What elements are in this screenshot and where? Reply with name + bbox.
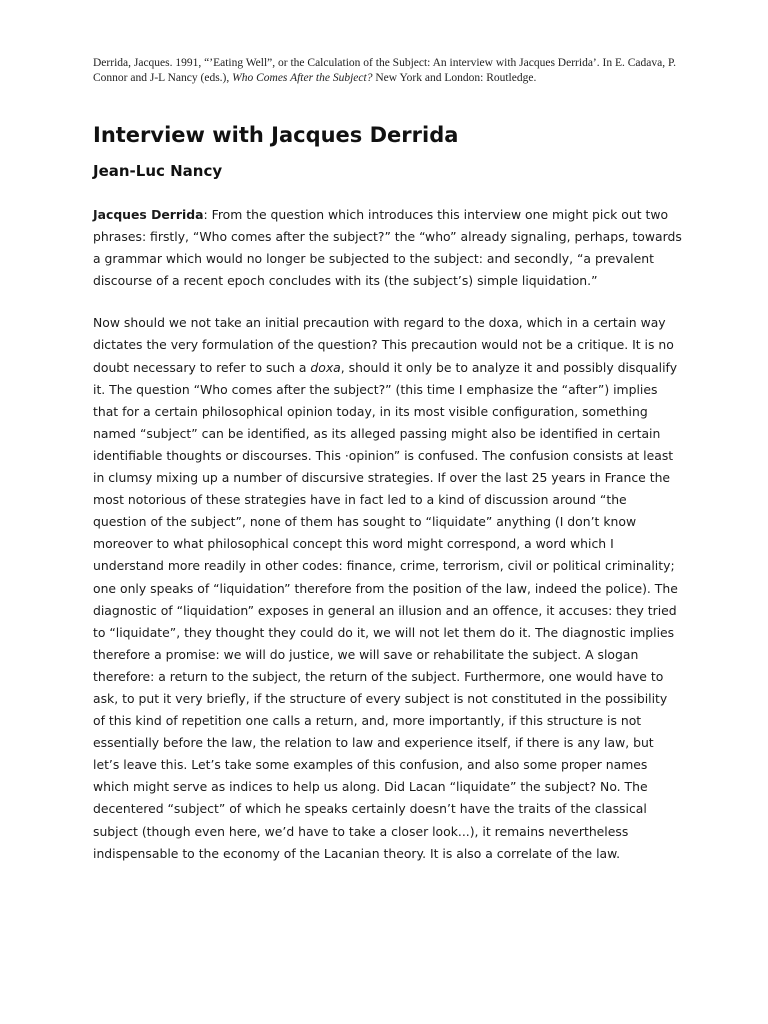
citation-publisher: New York and London: Routledge. (372, 71, 537, 84)
citation-text: Derrida, Jacques. 1991, “’Eating Well”, or the Calculation of the Subject: An interview with Jacques Derrida’. In E. Cadava, P. Connor and J-L Nancy (eds.), (93, 57, 676, 84)
citation-book-title: Who Comes After the Subject? (232, 71, 373, 84)
paragraph-2-text-end: , should it only be to analyze it and possibly disqualify it. The question “Who comes after the subject?” (this time I emphasize the “after”) implies that for a certain philosophical opinion today, in its most visible configuration, something named “subject” can be identified, as its alleged passing might also be identified in certain identifiable thoughts or discourses. This ·opinion” is confused. The confusion consists at least in clumsy mixing up a number of discursive strategies. If over the last 25 years in France the most notorious of these strategies have in fact led to a kind of discussion around “the question of the subject”, none of them has sought to “liquidate” anything (I don’t know moreover to what philosophical concept this word might correspond, a word which I understand more readily in other codes: finance, crime, terrorism, civil or political criminality; one only speaks of “liquidation” therefore from the position of the law, indeed the police). The diagnostic of “liquidation” exposes in general an illusion and an offence, it accuses: they tried to “liquidate”, they thought they could do it, we will not let them do it. The diagnostic implies therefore a promise: we will do justice, we will save or rehabilitate the subject. A slogan therefore: a return to the subject, the return of the subject. Furthermore, one would have to ask, to put it very briefly, if the structure of every subject is not constituted in the possibility of this kind of repetition one calls a return, and, more importantly, if this structure is not essentially before the law, the relation to law and experience itself, if there is any law, but let’s leave this. Let’s take some examples of this confusion, and also some proper names which might serve as indices to help us along. Did Lacan “liquidate” the subject? No. The decentered “subject” of which he speaks certainly doesn’t have the traits of the classical subject (though even here, we’d have to take a closer look...), it remains nevertheless indispensable to the economy of the Lacanian theory. It is also a correlate of the law. (93, 359, 678, 861)
paragraph-1 (93, 204, 683, 292)
citation (93, 56, 683, 85)
author-name: Jean-Luc Nancy (93, 162, 223, 180)
paragraph-2 (93, 312, 683, 864)
page-title: Interview with Jacques Derrida (93, 123, 459, 147)
speaker-name: Jacques Derrida (93, 207, 204, 222)
document-page (93, 56, 683, 861)
doxa-italic: doxa (310, 359, 341, 375)
paragraph-1-text: : From the question which introduces this interview one might pick out two phrases: firstly, “Who comes after the subject?” the “who” already signaling, perhaps, towards a grammar which would no longer be subjected to the subject: and secondly, “a prevalent discourse of a recent epoch concludes with its (the subject’s) simple liquidation.” (93, 207, 682, 289)
interview-body (93, 204, 683, 885)
paragraph-2-text-start: Now should we not take an initial precaution with regard to the doxa, which in a certain way dictates the very formulation of the question? This precaution would not be a critique. It is no doubt necessary to refer to such a (93, 315, 674, 375)
